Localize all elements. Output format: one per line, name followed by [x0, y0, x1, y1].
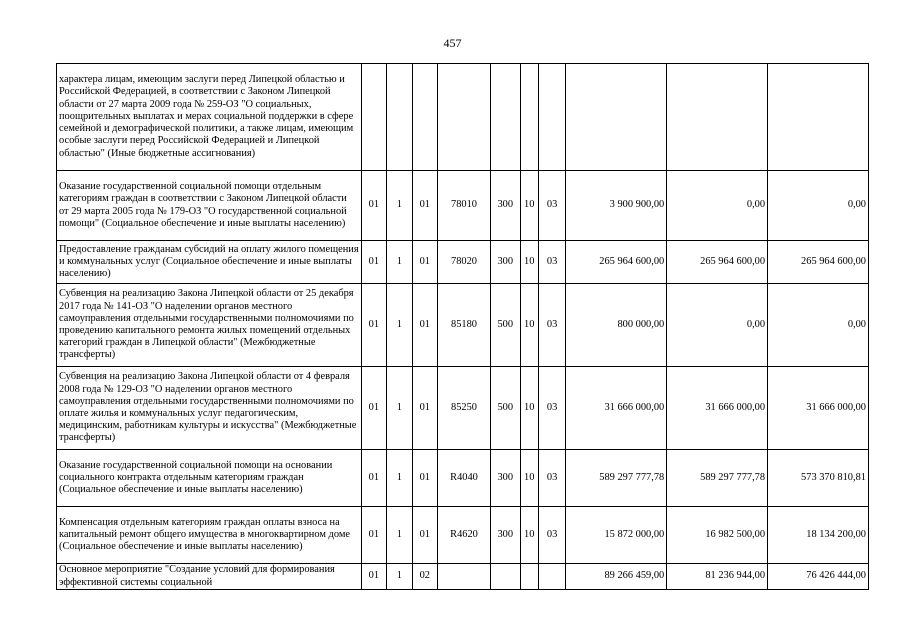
direction-code: R4620: [438, 507, 491, 564]
row-description: характера лицам, имеющим заслуги перед Липецкой областью и Российской Федерацией, в соответствии с Законом Липецкой области от 27 марта 2009 года № 259-ОЗ "О социальных, поощрительных выплатах и мерах социальной поддержки в сфере семейной и демографической политики, а также лицам, имеющим особые заслуги перед Российской Федерацией и Липецкой областью" (Иные бюджетные ассигнования): [57, 64, 362, 171]
amount-year-2: [667, 64, 768, 171]
amount-year-3: 0,00: [768, 284, 869, 367]
amount-year-2: 31 666 000,00: [667, 367, 768, 450]
subsection-code: 03: [538, 450, 566, 507]
row-description: Основное мероприятие "Создание условий для формирования эффективной системы социальной: [57, 564, 362, 590]
subprogram-code: 1: [387, 241, 412, 284]
row-description: Субвенция на реализацию Закона Липецкой области от 25 декабря 2017 года № 141-ОЗ "О наделении органов местного самоуправления отдельными государственными полномочиями по проведению капитального ремонта жилых помещений отдельных категорий граждан в Липецкой области" (Межбюджетные трансферты): [57, 284, 362, 367]
measure-code: 01: [412, 284, 437, 367]
amount-year-3: 18 134 200,00: [768, 507, 869, 564]
direction-code: R4040: [438, 450, 491, 507]
subsection-code: 03: [538, 507, 566, 564]
subprogram-code: 1: [387, 564, 412, 590]
row-description: Компенсация отдельным категориям граждан оплаты взноса на капитальный ремонт общего имущества в многоквартирном доме (Социальное обеспечение и иные выплаты населению): [57, 507, 362, 564]
row-description: Оказание государственной социальной помощи отдельным категориям граждан в соответствии с Законом Липецкой области от 29 марта 2005 года № 179-ОЗ "О государственной социальной помощи" (Социальное обеспечение и иные выплаты населению): [57, 171, 362, 241]
section-code: 10: [520, 450, 538, 507]
section-code: 10: [520, 171, 538, 241]
program-code: 01: [361, 171, 386, 241]
amount-year-1: [566, 64, 667, 171]
amount-year-3: 31 666 000,00: [768, 367, 869, 450]
program-code: 01: [361, 450, 386, 507]
amount-year-2: 589 297 777,78: [667, 450, 768, 507]
section-code: 10: [520, 284, 538, 367]
row-description: Субвенция на реализацию Закона Липецкой области от 4 февраля 2008 года № 129-ОЗ "О наделении органов местного самоуправления отдельными государственными полномочиями по оплате жилья и коммунальных услуг педагогическим, медицинским, работникам культуры и искусства" (Межбюджетные трансферты): [57, 367, 362, 450]
section-code: [520, 564, 538, 590]
expense-type-code: 500: [491, 367, 521, 450]
amount-year-2: 81 236 944,00: [667, 564, 768, 590]
table-row: [57, 64, 869, 171]
amount-year-2: 0,00: [667, 171, 768, 241]
row-description: Предоставление гражданам субсидий на оплату жилого помещения и коммунальных услуг (Социальное обеспечение и иные выплаты населению): [57, 241, 362, 284]
subprogram-code: 1: [387, 284, 412, 367]
section-code: 10: [520, 367, 538, 450]
subprogram-code: [387, 64, 412, 171]
measure-code: 01: [412, 241, 437, 284]
program-code: [361, 64, 386, 171]
direction-code: 78020: [438, 241, 491, 284]
expense-type-code: 500: [491, 284, 521, 367]
amount-year-3: 76 426 444,00: [768, 564, 869, 590]
table-row: [57, 564, 869, 590]
program-code: 01: [361, 284, 386, 367]
expense-type-code: 300: [491, 171, 521, 241]
page-number: 457: [443, 36, 462, 50]
subsection-code: 03: [538, 284, 566, 367]
section-code: 10: [520, 507, 538, 564]
direction-code: [438, 564, 491, 590]
program-code: 01: [361, 367, 386, 450]
subsection-code: 03: [538, 241, 566, 284]
amount-year-3: 265 964 600,00: [768, 241, 869, 284]
direction-code: [438, 64, 491, 171]
amount-year-2: 16 982 500,00: [667, 507, 768, 564]
expense-type-code: 300: [491, 450, 521, 507]
section-code: 10: [520, 241, 538, 284]
subsection-code: [538, 564, 566, 590]
subprogram-code: 1: [387, 367, 412, 450]
amount-year-1: 3 900 900,00: [566, 171, 667, 241]
amount-year-3: 0,00: [768, 171, 869, 241]
measure-code: 01: [412, 171, 437, 241]
amount-year-1: 265 964 600,00: [566, 241, 667, 284]
amount-year-2: 0,00: [667, 284, 768, 367]
table-row: [57, 367, 869, 450]
table-row: [57, 241, 869, 284]
subprogram-code: 1: [387, 507, 412, 564]
subsection-code: 03: [538, 171, 566, 241]
direction-code: 85250: [438, 367, 491, 450]
program-code: 01: [361, 241, 386, 284]
measure-code: 01: [412, 450, 437, 507]
direction-code: 78010: [438, 171, 491, 241]
amount-year-1: 589 297 777,78: [566, 450, 667, 507]
row-description: Оказание государственной социальной помощи на основании социального контракта отдельным категориям граждан (Социальное обеспечение и иные выплаты населению): [57, 450, 362, 507]
amount-year-1: 31 666 000,00: [566, 367, 667, 450]
measure-code: 02: [412, 564, 437, 590]
budget-table: [56, 63, 869, 590]
table-row: [57, 450, 869, 507]
amount-year-1: 89 266 459,00: [566, 564, 667, 590]
table-row: [57, 171, 869, 241]
measure-code: 01: [412, 367, 437, 450]
amount-year-3: 573 370 810,81: [768, 450, 869, 507]
expense-type-code: [491, 564, 521, 590]
amount-year-1: 800 000,00: [566, 284, 667, 367]
expense-type-code: [491, 64, 521, 171]
subsection-code: 03: [538, 367, 566, 450]
subprogram-code: 1: [387, 171, 412, 241]
program-code: 01: [361, 564, 386, 590]
table-row: [57, 507, 869, 564]
subsection-code: [538, 64, 566, 171]
direction-code: 85180: [438, 284, 491, 367]
amount-year-2: 265 964 600,00: [667, 241, 768, 284]
expense-type-code: 300: [491, 507, 521, 564]
expense-type-code: 300: [491, 241, 521, 284]
amount-year-1: 15 872 000,00: [566, 507, 667, 564]
section-code: [520, 64, 538, 171]
measure-code: [412, 64, 437, 171]
program-code: 01: [361, 507, 386, 564]
amount-year-3: [768, 64, 869, 171]
measure-code: 01: [412, 507, 437, 564]
table-row: [57, 284, 869, 367]
subprogram-code: 1: [387, 450, 412, 507]
